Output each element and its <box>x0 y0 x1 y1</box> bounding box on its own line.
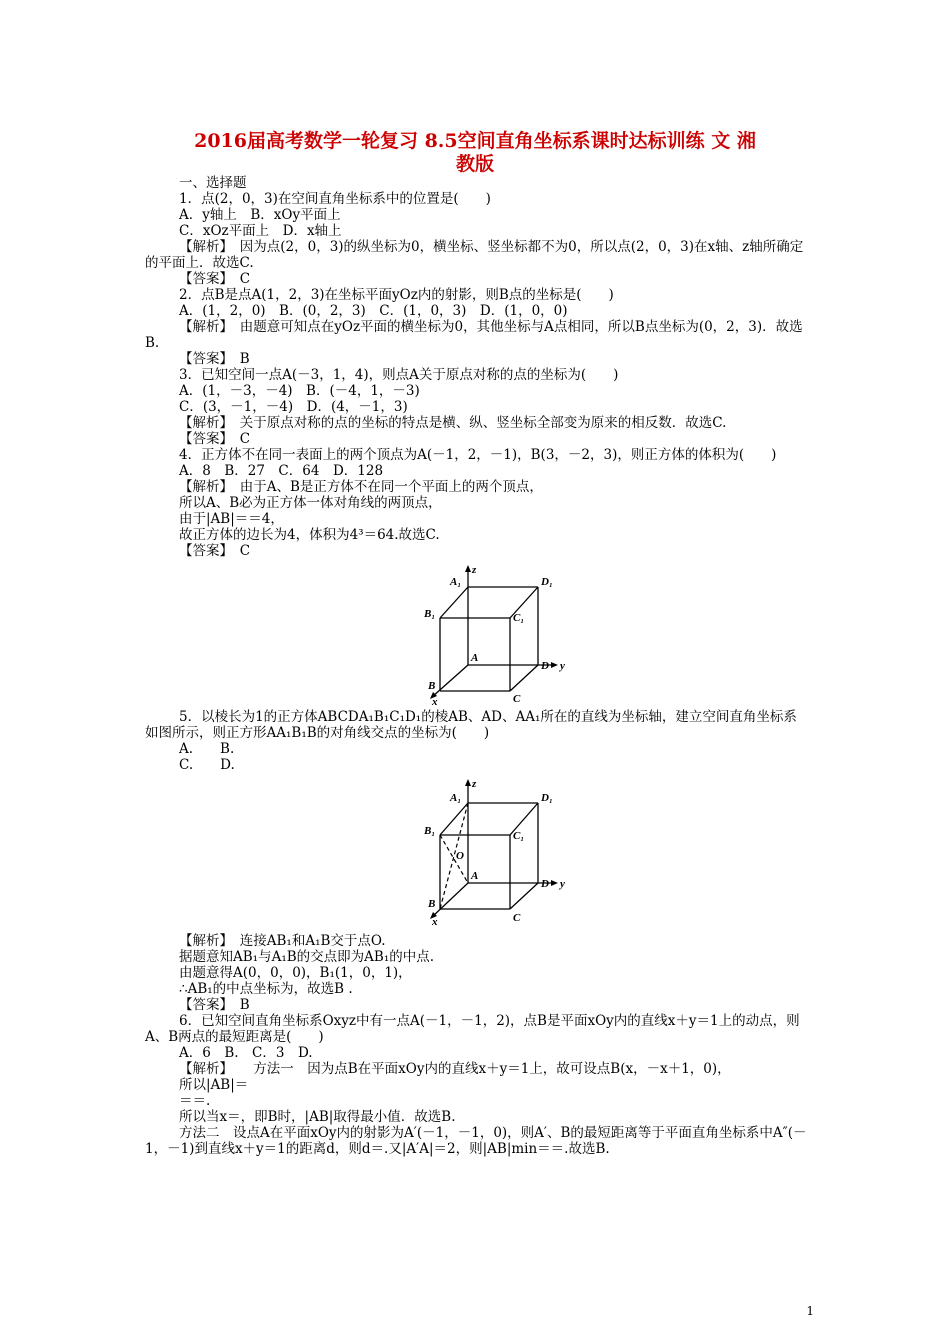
text-line: 【解析】 关于原点对称的点的坐标的特点是横、纵、竖坐标全部变为原来的相反数．故选C. <box>179 415 727 431</box>
text-line: 由题意得A(0，0，0)，B₁(1，0，1)， <box>179 965 412 981</box>
title-line-2: 教版 <box>455 153 494 175</box>
text-line: 【解析】 由题意可知点在yOz平面的横坐标为0，其他坐标与A点相同，所以B点坐标为(0，2，3)．故选B. <box>145 319 803 351</box>
text-line: A. B. <box>179 741 235 757</box>
text-line: 【答案】 C <box>179 271 251 287</box>
label-b: B <box>428 898 436 910</box>
cube-figure-1 <box>145 565 810 705</box>
text-line: ∴AB₁的中点坐标为，故选B . <box>179 981 353 997</box>
text-line: 【答案】 C <box>179 431 251 447</box>
page-number: 1 <box>806 1304 814 1318</box>
text-line: 【答案】 B <box>179 351 250 367</box>
label-y: y <box>560 878 565 890</box>
label-z: z <box>472 779 477 790</box>
text-line: C．xOz平面上 D．x轴上 <box>179 223 342 239</box>
label-d: D <box>541 660 549 672</box>
label-x: x <box>432 696 438 705</box>
text-line: 【解析】 连接AB₁和A₁B交于点O. <box>179 933 386 949</box>
cube-diagram-1 <box>420 565 600 705</box>
text-line: A．8 B．27 C．64 D．128 <box>179 463 384 479</box>
text-line: 方法二 设点A在平面xOy内的射影为A′(－1，－1，0)，则A′、B的最短距离等于平面直角坐标系中A″(－1，－1)到直线x＋y＝1的距离d，则d＝.又|A′A|＝2，则|AB|min＝＝.故选B. <box>145 1125 807 1157</box>
text-line: 6．已知空间直角坐标系Oxyz中有一点A(－1，－1，2)，点B是平面xOy内的直线x＋y＝1上的动点，则A、B两点的最短距离是( ) <box>145 1013 800 1045</box>
label-y: y <box>560 660 565 672</box>
cube-diagram-2 <box>420 779 600 927</box>
label-c: C <box>513 912 521 924</box>
text-line: C．(3，－1，－4) D．(4，－1，3) <box>179 399 408 415</box>
questions-1-4 <box>145 175 810 559</box>
label-b: B <box>428 680 436 692</box>
text-line: 【解析】 因为点(2，0，3)的纵坐标为0，横坐标、竖坐标都不为0，所以点(2，0，3)在x轴、z轴所确定的平面上．故选C. <box>145 239 804 271</box>
label-d: D <box>541 878 549 890</box>
text-line: 故正方体的边长为4，体积为4³＝64.故选C. <box>179 527 440 543</box>
label-a: A <box>471 652 479 664</box>
text-line: 由于|AB|＝＝4， <box>179 511 284 527</box>
label-b1: B₁ <box>424 608 436 620</box>
text-line: 据题意知AB₁与A₁B的交点即为AB₁的中点. <box>179 949 435 965</box>
text-line: 【答案】 C <box>179 543 251 559</box>
document-body <box>145 175 810 1157</box>
label-d1: D₁ <box>541 576 553 588</box>
text-line: 一、选择题 <box>179 175 247 191</box>
text-line: A．y轴上 B．xOy平面上 <box>179 207 341 223</box>
text-line: 5．以棱长为1的正方体ABCDA₁B₁C₁D₁的棱AB、AD、AA₁所在的直线为坐标轴，建立空间直角坐标系如图所示，则正方形AA₁B₁B的对角线交点的坐标为( ) <box>145 709 797 741</box>
label-b1: B₁ <box>424 825 436 837</box>
label-a: A <box>471 870 479 882</box>
label-a1: A₁ <box>450 792 462 804</box>
text-line: 【答案】 B <box>179 997 250 1013</box>
text-line: 2．点B是点A(1，2，3)在坐标平面yOz内的射影，则B点的坐标是( ) <box>179 287 614 303</box>
text-line: C. D. <box>179 757 235 773</box>
text-line: 所以|AB|＝ <box>179 1077 249 1093</box>
document-title <box>0 130 950 176</box>
label-x: x <box>432 916 438 927</box>
text-line: ＝＝. <box>179 1093 211 1109</box>
label-d1: D₁ <box>541 792 553 804</box>
x-axis <box>432 665 468 697</box>
label-a1: A₁ <box>450 576 462 588</box>
text-line: 4．正方体不在同一表面上的两个顶点为A(－1，2，－1)，B(3，－2，3)，则正方体的体积为( ) <box>179 447 777 463</box>
label-c1: C₁ <box>513 830 525 842</box>
question-5-solution-and-6 <box>145 933 810 1157</box>
question-5 <box>145 709 810 773</box>
text-line: A．(1，2，0) B．(0，2，3) C．(1，0，3) D．(1，0，0) <box>179 303 568 319</box>
text-line: 【解析】 由于A、B是正方体不在同一个平面上的两个顶点， <box>179 479 543 495</box>
text-line: 所以当x＝，即B时，|AB|取得最小值．故选B. <box>179 1109 456 1125</box>
label-o: O <box>456 850 464 862</box>
text-line: A．6 B. C．3 D. <box>179 1045 313 1061</box>
text-line: A．(1，－3，－4) B．(－4，1，－3) <box>179 383 420 399</box>
text-line: 1．点(2，0，3)在空间直角坐标系中的位置是( ) <box>179 191 491 207</box>
label-c1: C₁ <box>513 612 525 624</box>
text-line: 【解析】 方法一 因为点B在平面xOy内的直线x＋y＝1上，故可设点B(x，－x＋1，0)， <box>179 1061 731 1077</box>
title-line-1: 2016届高考数学一轮复习 8.5空间直角坐标系课时达标训练 文 湘 <box>194 130 756 152</box>
label-z: z <box>472 565 477 576</box>
label-c: C <box>513 693 521 705</box>
text-line: 所以A、B必为正方体一体对角线的两顶点， <box>179 495 442 511</box>
cube-figure-2 <box>145 779 810 929</box>
text-line: 3．已知空间一点A(－3，1，4)，则点A关于原点对称的点的坐标为( ) <box>179 367 619 383</box>
